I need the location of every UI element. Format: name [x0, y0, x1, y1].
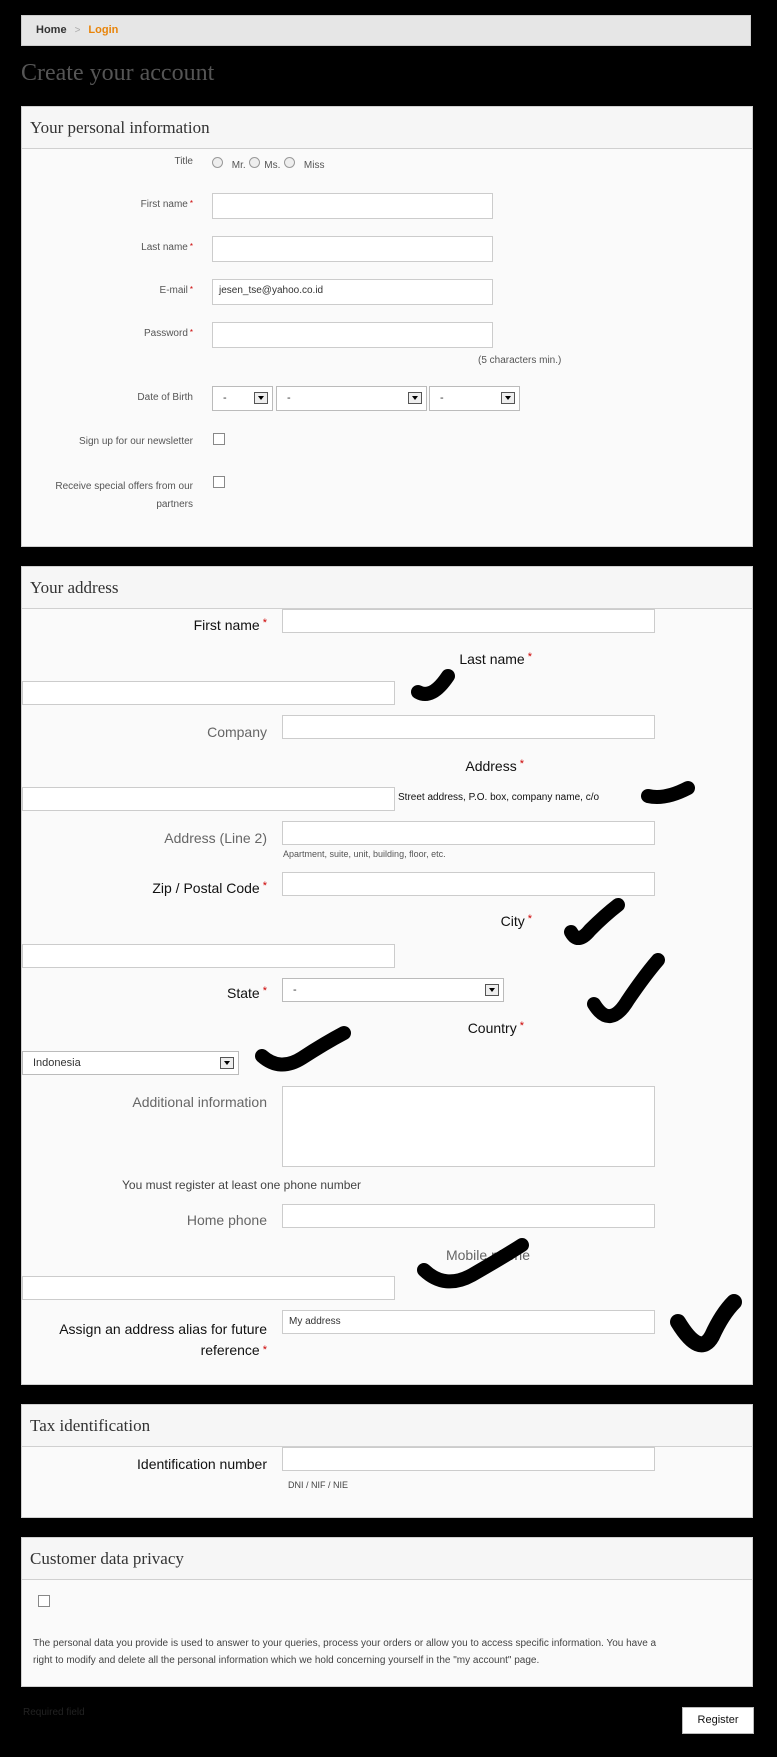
- address-hint: Street address, P.O. box, company name, c/o: [398, 792, 600, 803]
- password-hint: (5 characters min.): [478, 355, 562, 366]
- breadcrumb: [21, 15, 751, 46]
- newsletter-label: Sign up for our newsletter: [79, 436, 193, 447]
- tax-id-hint: DNI / NIF / NIE: [288, 1480, 349, 1490]
- dob-month-select[interactable]: [276, 386, 427, 411]
- address2-input[interactable]: [282, 821, 655, 845]
- title-mr-radio[interactable]: [212, 157, 223, 168]
- privacy-text: [33, 1635, 743, 1669]
- title-ms-label: Ms.: [264, 160, 281, 171]
- required-mark: *: [189, 285, 193, 294]
- home-phone-input[interactable]: [282, 1204, 655, 1228]
- chevron-down-icon: [501, 392, 515, 404]
- title-label: Title: [174, 156, 193, 167]
- email-label-text: E-mail: [159, 285, 188, 296]
- required-mark: *: [262, 1344, 267, 1356]
- breadcrumb-current: Login: [88, 24, 119, 36]
- tax-panel: [21, 1404, 753, 1518]
- email-input[interactable]: jesen_tse@yahoo.co.id: [212, 279, 493, 305]
- zip-input[interactable]: [282, 872, 655, 896]
- chevron-down-icon: [408, 392, 422, 404]
- city-label: [22, 913, 532, 929]
- country-label-text: Country: [467, 1020, 517, 1036]
- required-mark: *: [527, 651, 532, 663]
- company-label: Company: [207, 724, 267, 740]
- offers-checkbox[interactable]: [213, 476, 225, 488]
- required-mark: *: [519, 1020, 524, 1032]
- required-mark: *: [189, 199, 193, 208]
- required-field-note: Required field: [23, 1707, 85, 1718]
- chevron-down-icon: [220, 1057, 234, 1069]
- address-label: [22, 758, 524, 774]
- alias-input[interactable]: My address: [282, 1310, 655, 1334]
- first-name-label: [22, 199, 193, 210]
- breadcrumb-home-link[interactable]: Home: [36, 24, 67, 36]
- additional-info-label: Additional information: [132, 1094, 267, 1110]
- addr-first-name-label: [22, 617, 267, 633]
- dob-day-value: -: [223, 392, 227, 404]
- required-mark: *: [262, 985, 267, 997]
- mobile-phone-label: Mobile phone: [445, 1247, 530, 1263]
- city-input[interactable]: [22, 944, 395, 968]
- dob-label: Date of Birth: [137, 392, 193, 403]
- page-title: Create your account: [21, 60, 215, 86]
- required-mark: *: [262, 880, 267, 892]
- chevron-down-icon: [254, 392, 268, 404]
- title-radio-group: [212, 157, 324, 171]
- last-name-label: [22, 242, 193, 253]
- breadcrumb-separator: >: [74, 25, 81, 36]
- mobile-phone-input[interactable]: [22, 1276, 395, 1300]
- email-label: [22, 285, 193, 296]
- alias-label-line-1: Assign an address alias for future: [59, 1321, 267, 1337]
- privacy-panel: [21, 1537, 753, 1687]
- zip-label-text: Zip / Postal Code: [152, 880, 260, 896]
- city-label-text: City: [500, 913, 525, 929]
- address-input[interactable]: [22, 787, 395, 811]
- title-miss-label: Miss: [303, 160, 325, 171]
- privacy-text-line-1: The personal data you provide is used to answer to your queries, process your orders or allow you to access specific information. You have a: [33, 1638, 657, 1649]
- address-panel: [21, 566, 753, 1385]
- tax-heading: Tax identification: [22, 1405, 752, 1447]
- state-value: -: [293, 984, 297, 996]
- register-button[interactable]: Register: [682, 1707, 754, 1734]
- last-name-label-text: Last name: [141, 242, 188, 253]
- home-phone-label: Home phone: [186, 1212, 267, 1228]
- address2-label: Address (Line 2): [164, 830, 267, 846]
- alias-label: [22, 1319, 267, 1361]
- personal-info-heading: Your personal information: [22, 107, 752, 149]
- dob-year-value: -: [440, 392, 444, 404]
- offers-label-line-2: partners: [156, 499, 193, 510]
- state-label: [22, 985, 267, 1001]
- country-value: Indonesia: [33, 1057, 81, 1069]
- title-miss-radio[interactable]: [284, 157, 295, 168]
- first-name-input[interactable]: [212, 193, 493, 219]
- privacy-heading: Customer data privacy: [22, 1538, 752, 1580]
- first-name-label-text: First name: [140, 199, 188, 210]
- required-mark: *: [189, 242, 193, 251]
- country-select[interactable]: [22, 1051, 239, 1075]
- required-mark: *: [189, 328, 193, 337]
- required-mark: *: [262, 617, 267, 629]
- title-ms-radio[interactable]: [249, 157, 260, 168]
- addr-first-name-label-text: First name: [193, 617, 260, 633]
- chevron-down-icon: [485, 984, 499, 996]
- password-label: [22, 328, 193, 339]
- state-select[interactable]: [282, 978, 504, 1002]
- dob-month-value: -: [287, 392, 291, 404]
- addr-last-name-input[interactable]: [22, 681, 395, 705]
- password-input[interactable]: [212, 322, 493, 348]
- address-heading: Your address: [22, 567, 752, 609]
- alias-label-line-2: reference: [200, 1342, 260, 1358]
- address-label-text: Address: [465, 758, 517, 774]
- required-mark: *: [519, 758, 524, 770]
- phone-note: You must register at least one phone number: [122, 1178, 362, 1192]
- addr-last-name-label: [22, 651, 532, 667]
- country-label: [22, 1020, 524, 1036]
- company-input[interactable]: [282, 715, 655, 739]
- personal-info-panel: [21, 106, 753, 547]
- dob-year-select[interactable]: [429, 386, 520, 411]
- tax-id-label: Identification number: [137, 1456, 267, 1472]
- offers-label-line-1: Receive special offers from our: [55, 481, 193, 492]
- addr-last-name-label-text: Last name: [459, 651, 525, 667]
- offers-label: [22, 478, 193, 514]
- state-label-text: State: [227, 985, 260, 1001]
- zip-label: [22, 880, 267, 896]
- last-name-input[interactable]: [212, 236, 493, 262]
- additional-info-textarea[interactable]: [282, 1086, 655, 1167]
- tax-id-input[interactable]: [282, 1447, 655, 1471]
- password-label-text: Password: [143, 328, 188, 339]
- required-mark: *: [527, 913, 532, 925]
- privacy-checkbox[interactable]: [38, 1595, 50, 1607]
- addr-first-name-input[interactable]: [282, 609, 655, 633]
- dob-day-select[interactable]: [212, 386, 273, 411]
- title-mr-label: Mr.: [231, 160, 246, 171]
- address2-hint: Apartment, suite, unit, building, floor, etc.: [283, 849, 446, 859]
- privacy-text-line-2: right to modify and delete all the personal information which we hold concerning yourself in the "my account" page.: [33, 1655, 540, 1666]
- newsletter-checkbox[interactable]: [213, 433, 225, 445]
